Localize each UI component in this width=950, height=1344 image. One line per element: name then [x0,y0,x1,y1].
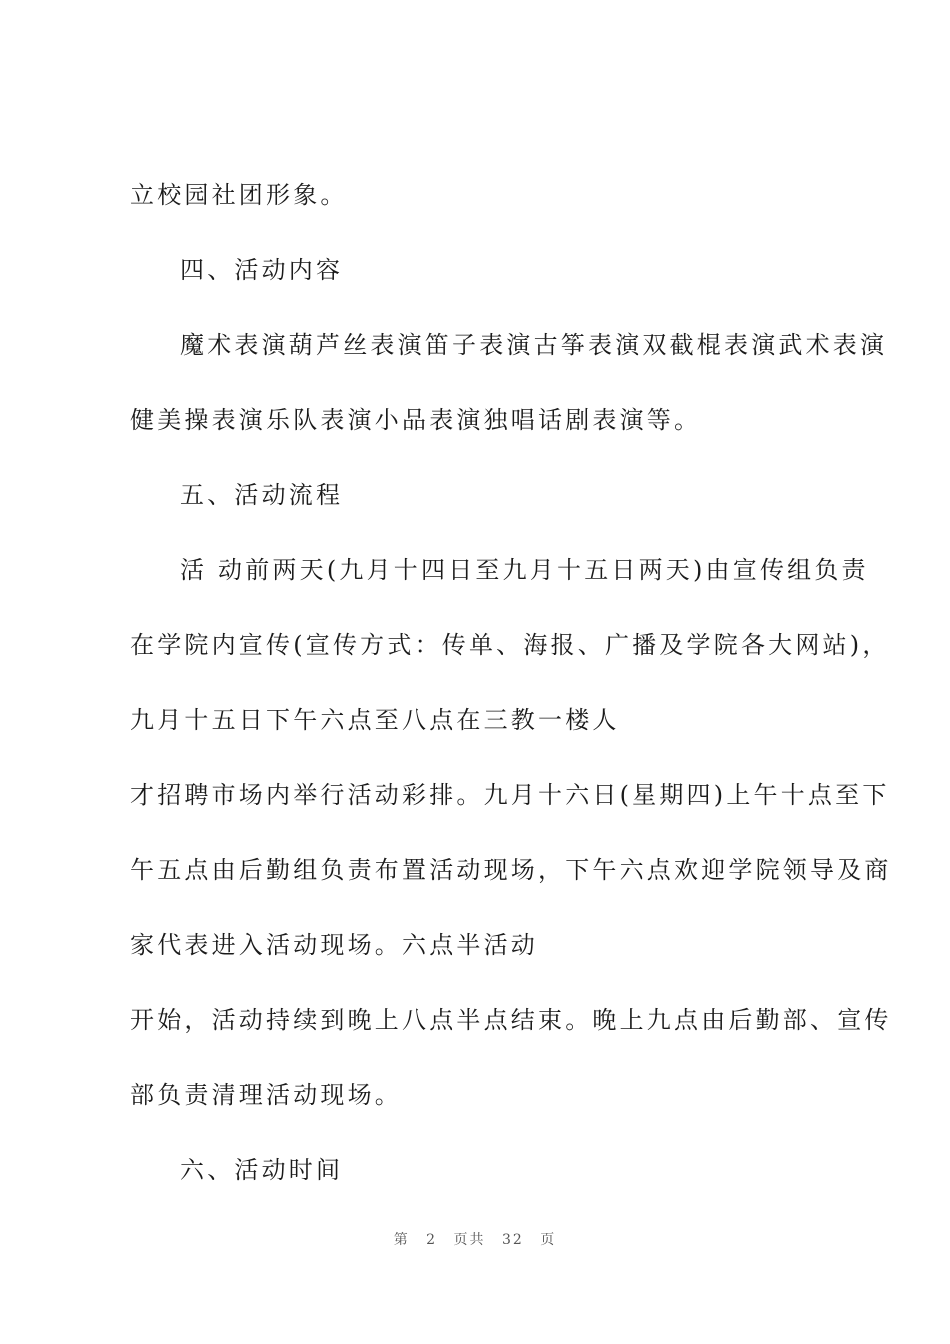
paragraph-line: 活 动前两天(九月十四日至九月十五日两天)由宣传组负责 [180,556,869,584]
paragraph-line: 立校园社团形象。 [130,181,348,209]
section-heading: 六、活动时间 [180,1156,344,1184]
paragraph-line: 九月十五日下午六点至八点在三教一楼人 [130,706,620,734]
paragraph-line: 才招聘市场内举行活动彩排。九月十六日(星期四)上午十点至下 [130,781,890,809]
page-label-mid: 页共 [453,1232,486,1248]
paragraph-line: 魔术表演葫芦丝表演笛子表演古筝表演双截棍表演武术表演 [180,331,888,359]
page-number: 2 [426,1232,438,1248]
total-pages: 32 [502,1232,524,1248]
page-footer [0,1229,950,1249]
paragraph-line: 午五点由后勤组负责布置活动现场，下午六点欢迎学院领导及商 [130,856,892,884]
paragraph-line: 健美操表演乐队表演小品表演独唱话剧表演等。 [130,406,702,434]
page-label-prefix: 第 [393,1232,410,1248]
paragraph-line: 家代表进入活动现场。六点半活动 [130,931,538,959]
paragraph-line: 部负责清理活动现场。 [130,1081,402,1109]
paragraph-line: 在学院内宣传(宣传方式：传单、海报、广播及学院各大网站)， [130,631,890,659]
paragraph-line: 开始，活动持续到晚上八点半点结束。晚上九点由后勤部、宣传 [130,1006,892,1034]
section-heading: 四、活动内容 [180,256,344,284]
page-label-suffix: 页 [540,1232,557,1248]
section-heading: 五、活动流程 [180,481,344,509]
